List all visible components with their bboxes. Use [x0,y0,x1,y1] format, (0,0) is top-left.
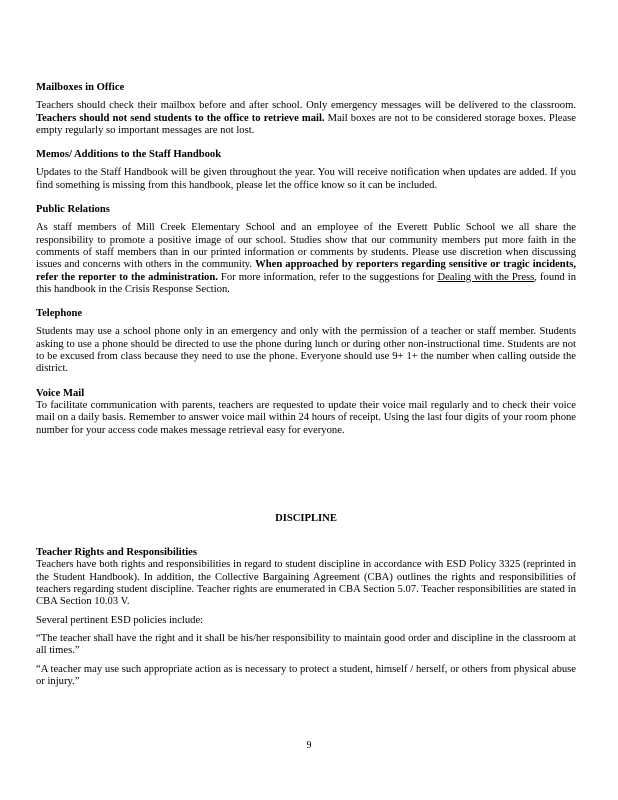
public-relations-paragraph [36,222,576,296]
telephone-paragraph: Students may use a school phone only in an emergency and only with the permission of a teacher or staff member. Students asking to use a phone should be directed to use the phone during lunch or during other non-instructional time. Students are not to be excused from class because they need to use the phone. Everyone should use 9+ 1+ the number when calling outside the district. [36,326,576,375]
discipline-title: DISCIPLINE [275,512,337,524]
mailboxes-paragraph [36,100,576,137]
section-heading-public-relations: Public Relations [36,204,110,216]
mailboxes-text-2: Mail boxes are not to be considered storage boxes. Please empty regularly so important messages are not lost. [36,112,576,136]
section-heading-voice-mail: Voice Mail [36,387,85,399]
section-heading-teacher-rights: Teacher Rights and Responsibilities [36,547,197,559]
policy-quote-order: “The teacher shall have the right and it shall be his/her responsibility to maintain good order and discipline in the classroom at all times.” [36,632,576,657]
esd-policies-intro: Several pertinent ESD policies include: [36,614,204,626]
public-relations-text-2: For more information, refer to the suggestions for [217,271,438,283]
section-heading-telephone: Telephone [36,308,83,320]
dealing-with-press-link[interactable]: Dealing with the Press [437,271,535,283]
public-relations-text-3: , found in this handbook in the Crisis Response Section. [36,271,577,295]
voice-mail-paragraph: To facilitate communication with parents, teachers are requested to update their voice mail regularly and to check their voice mail on a daily basis. Remember to answer voice mail within 24 hours of receipt. Using the last four digits of your room phone number for your access code makes message retrieval easy for everyone. [36,399,576,436]
mailboxes-text-1: Teachers should check their mailbox before and after school. Only emergency messages will be delivered to the classroom. [36,100,576,112]
section-heading-mailboxes: Mailboxes in Office [36,82,125,93]
handbook-page [36,82,576,688]
page-number: 9 [306,740,312,751]
public-relations-text-1: As staff members of Mill Creek Elementary School and an employee of the Everett Public School we all share the responsibility to promote a positive image of our school. Studies show that our community members put more faith in the comments of staff members than in our printed information or comments by students. Please use discretion when discussing issues and concerns with others in the community. [36,222,576,271]
mailboxes-bold-rule: Teachers should not send students to the office to retrieve mail. [36,112,325,124]
public-relations-bold-rule: When approached by reporters regarding sensitive or tragic incidents, refer the reporter to the administration. [36,259,576,283]
teacher-rights-paragraph: Teachers have both rights and responsibilities in regard to student discipline in accordance with ESD Policy 3325 (reprinted in the Student Handbook). In addition, the Collective Bargaining Agreement (CBA) outlines the rights and responsibilities of teachers regarding student discipline. Teacher rights are enumerated in CBA Section 5.07. Teacher responsibilities are stated in CBA Section 10.03 V. [36,559,576,608]
policy-quote-protect: “A teacher may use such appropriate action as is necessary to protect a student, himself / herself, or others from physical abuse or injury.” [36,663,576,687]
memos-paragraph: Updates to the Staff Handbook will be given throughout the year. You will receive notification when updates are added. If you find something is missing from this handbook, please let the office know so it can be included. [36,167,576,191]
section-heading-memos: Memos/ Additions to the Staff Handbook [36,149,222,161]
